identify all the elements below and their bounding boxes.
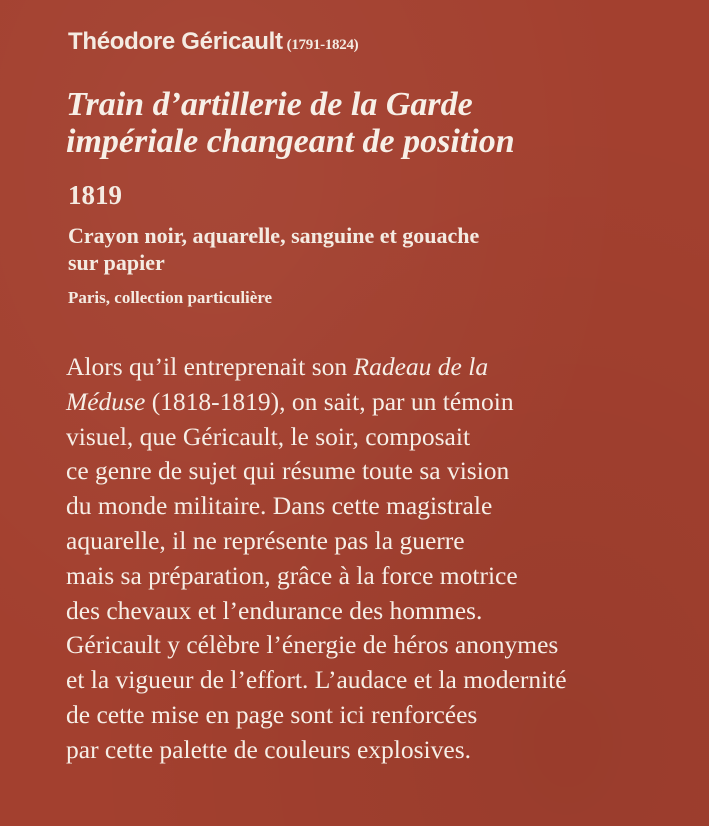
- description-line: visuel, que Géricault, le soir, composait: [66, 421, 471, 451]
- artist-line: [68, 28, 358, 56]
- description-line: ce genre de sujet qui résume toute sa vision: [66, 456, 510, 486]
- artist-dates: (1791-1824): [286, 37, 359, 53]
- italic-work-title: Radeau de la: [353, 352, 489, 381]
- description-line: par cette palette de couleurs explosives.: [66, 734, 471, 764]
- description-line: de cette mise en page sont ici renforcées: [66, 699, 478, 729]
- description-segment: (1818-1819), on sait, par un témoin: [145, 386, 514, 416]
- title-line-2: impériale changeant de position: [66, 123, 515, 160]
- description-line: du monde militaire. Dans cette magistrale: [66, 491, 493, 521]
- description-line: Géricault y célèbre l’énergie de héros anonymes: [66, 630, 559, 660]
- description-line: [66, 385, 696, 420]
- italic-work-title: Méduse: [66, 386, 146, 416]
- title-line-1: Train d’artillerie de la Garde: [66, 86, 473, 123]
- description-line: des chevaux et l’endurance des hommes.: [66, 595, 483, 625]
- description-segment: Alors qu’il entreprenait son: [66, 352, 354, 381]
- description-line: mais sa préparation, grâce à la force motrice: [66, 560, 518, 590]
- description-line: et la vigueur de l’effort. L’audace et la modernité: [66, 665, 567, 695]
- artwork-year: 1819: [68, 180, 122, 210]
- medium-line-1: Crayon noir, aquarelle, sanguine et gouache: [68, 223, 480, 248]
- artwork-collection: Paris, collection particulière: [68, 288, 273, 307]
- description-text: [66, 350, 696, 768]
- artist-name: Théodore Géricault: [68, 28, 283, 55]
- artwork-title: [66, 86, 686, 160]
- medium-line-2: sur papier: [68, 250, 165, 275]
- artwork-medium: [68, 222, 479, 276]
- description-line: aquarelle, il ne représente pas la guerre: [66, 525, 465, 555]
- description-line: [66, 350, 696, 385]
